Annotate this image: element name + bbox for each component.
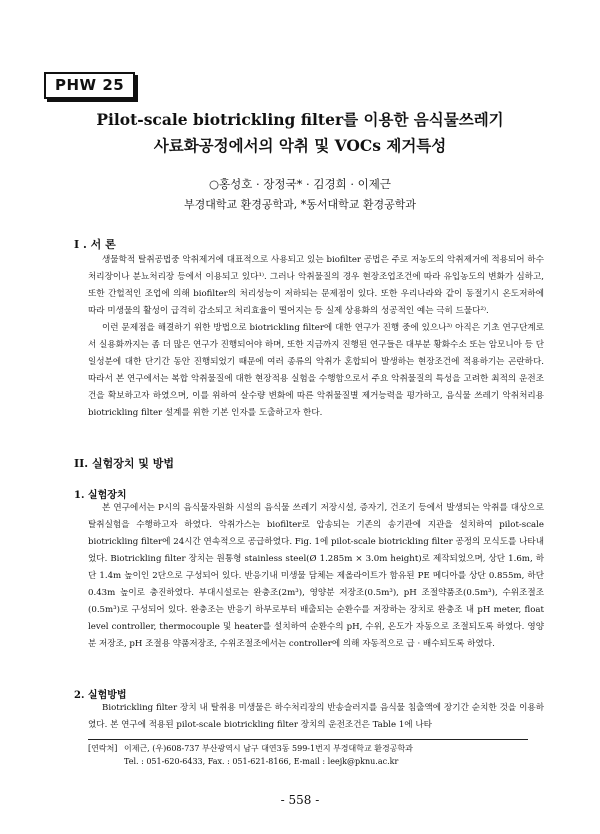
- title-line-2: 사료화공정에서의 악취 및 VOCs 제거특성: [153, 136, 447, 155]
- page-number: - 558 -: [280, 793, 320, 807]
- paragraph: Biotrickling filter 장치 내 탈취용 미생물은 하수처리장의 반송슬러지를 음식물 침출액에 장기간 순치한 것을 이용하였다. 본 연구에 적용된 pilot-scale biotrickling filter 장치의 운전조건은 Table 1에 나타: [88, 703, 544, 730]
- footnote-divider: [88, 739, 528, 740]
- affiliation: 부경대학교 환경공학과, *동서대학교 환경공학과: [183, 198, 416, 211]
- paragraph: 생물학적 탈취공법중 악취제거에 대표적으로 사용되고 있는 biofilter 공법은 주로 저농도의 악취제거에 적용되어 하수처리장이나 분뇨처리장 등에서 이용되고 있다¹⁾. 그러나 악취물질의 경우 현장조업조건에 따라 유입농도의 변화가 심하고, 또한 간헐적인 조업에 의해 biofilter의 처리성능이 저하되는 문제점이 있다. 또한 우리나라와 같이 동절기시 온도저하에 따라 미생물의 활성이 급격히 감소되고 처리효율이 떨어지는 등 실제 상용화의 성공적인 예는 극히 드물다²⁾.: [88, 255, 544, 316]
- paragraph: 이런 문제점을 해결하기 위한 방법으로 biotrickling filter에 대한 연구가 진행 중에 있으나³⁾ 아직은 기초 연구단계로서 실용화까지는 좀 더 많은 연구가 진행되어야 하며, 또한 지금까지 진행된 연구들은 대부분 황화수소 또는 암모니아 등 단일성분에 대한 단기간 동안 진행되었기 때문에 여러 종류의 악취가 혼합되어 발생하는 현장조건에 적용하기는 곤란하다. 따라서 본 연구에서는 복합 악취물질에 대한 현장적용 실험을 수행함으로서 주요 악취물질의 특성을 고려한 최적의 운전조건을 확보하고자 하였으며, 이를 위하여 살수량 변화에 따른 악취물질별 제거능력을 평가하고, 음식물 쓰레기 악취처리용 biotrickling filter 설계를 위한 기본 인자를 도출하고자 한다.: [88, 323, 544, 418]
- paragraph: 본 연구에서는 P시의 음식물자원화 시설의 음식물 쓰레기 저장시설, 증자기, 건조기 등에서 발생되는 악취를 대상으로 탈취실험을 수행하고자 하였다. 악취가스는 biofilter로 압송되는 기존의 송기관에 지관을 설치하여 pilot-scale biotrickling filter에 24시간 연속적으로 공급하였다. Fig. 1에 pilot-scale biotrickling filter 공정의 모식도를 나타내었다. Biotrickling filter 장치는 원통형 stainless steel(Ø 1.285m × 3.0m height)로 제작되었으며, 상단 1.6m, 하단 1.4m 높이인 2단으로 구성되어 있다. 반응기내 미생물 담체는 제올라이트가 함유된 PE 메디아를 상단 0.855m, 하단 0.43m 높이로 충진하였다. 부대시설로는 완충조(2m³), 영양분 저장조(0.5m³), pH 조절약품조(0.5m³), 수위조절조(0.5m³)로 구성되어 있다. 완충조는 반응기 하부로부터 배출되는 순환수를 저장하는 장치로 완충조 내 pH meter, float level controller, thermocouple 및 heater를 설치하여 순환수의 pH, 수위, 온도가 자동으로 조절되도록 하였다. 영양분 저장조, pH 조절용 약품저장조, 수위조절조에서는 controller에 의해 자동적으로 급 · 배수되도록 하였다.: [88, 503, 544, 649]
- section-heading-methods: II. 실험장치 및 방법: [74, 457, 174, 470]
- title-line-1: Pilot-scale biotrickling filter를 이용한 음식물쓰레기: [96, 110, 504, 129]
- methods-body: [88, 700, 544, 734]
- footnote-contact: [88, 743, 413, 755]
- subsection-heading-methods: 2. 실험방법: [74, 690, 127, 701]
- apparatus-body: [88, 500, 544, 653]
- introduction-body: [88, 252, 544, 422]
- footnote-label: [연락처]: [88, 744, 118, 753]
- section-heading-introduction: I . 서 론: [74, 238, 116, 251]
- author-list: ○홍성호 · 장정국* · 김경희 · 이제근: [209, 177, 391, 191]
- subsection-heading-apparatus: 1. 실험장치: [74, 490, 127, 501]
- footnote-contact-line-2: Tel. : 051-620-6433, Fax. : 051-621-8166, E-mail : leejk@pknu.ac.kr: [124, 757, 399, 766]
- footnote-line-1: 이제근, (우)608-737 부산광역시 남구 대연3동 599-1번지 부경대학교 환경공학과: [124, 744, 413, 753]
- session-badge: PHW 25: [44, 72, 135, 99]
